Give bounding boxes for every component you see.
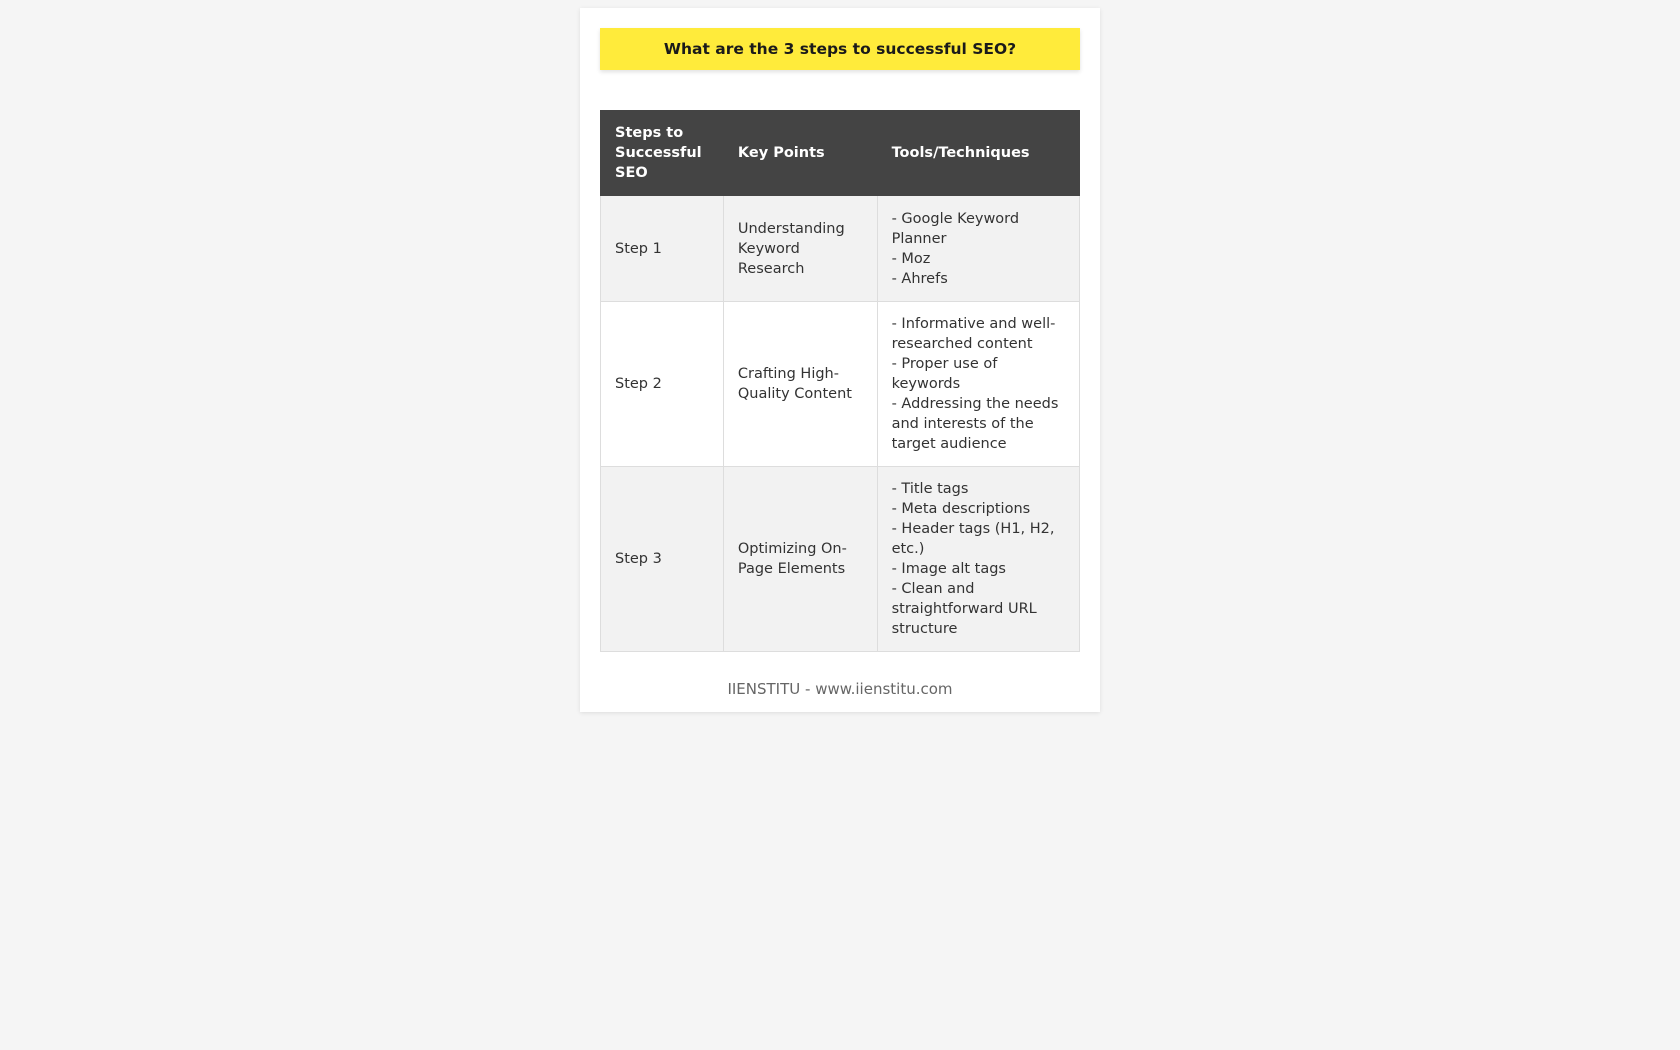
key-point-cell: Crafting High-Quality Content [723,302,877,467]
header-steps: Steps to Successful SEO [601,111,724,196]
key-point-cell: Optimizing On-Page Elements [723,467,877,652]
tool-item: - Informative and well-researched content [891,316,1056,352]
header-key-points: Key Points [723,111,877,196]
tool-item: - Google Keyword Planner [891,210,1020,247]
tools-cell [877,467,1079,652]
table-header-row [601,111,1080,196]
header-tools-techniques: Tools/Techniques [877,111,1079,196]
tools-cell [877,196,1079,302]
tool-item: - Clean and straightforward URL structure [891,581,1037,637]
footer-credit: IIENSTITU - www.iienstitu.com [727,680,953,698]
tools-cell [877,302,1079,467]
tool-item: - Moz [891,250,931,267]
tool-item: - Addressing the needs and interests of the target audience [891,396,1059,452]
page-title: What are the 3 steps to successful SEO? [600,28,1080,70]
tool-item: - Ahrefs [891,270,948,287]
seo-steps-table [600,110,1080,652]
table-row [601,467,1080,652]
key-point-cell: Understanding Keyword Research [723,196,877,302]
step-cell: Step 1 [601,196,724,302]
tool-item: - Meta descriptions [891,501,1031,517]
tool-item: - Title tags [891,481,969,497]
tool-item: - Proper use of keywords [891,356,998,392]
tool-item: - Image alt tags [891,561,1006,577]
table-row [601,196,1080,302]
table-row [601,302,1080,467]
step-cell: Step 2 [601,302,724,467]
tool-item: - Header tags (H1, H2, etc.) [891,521,1055,557]
content-card [580,8,1100,712]
step-cell: Step 3 [601,467,724,652]
